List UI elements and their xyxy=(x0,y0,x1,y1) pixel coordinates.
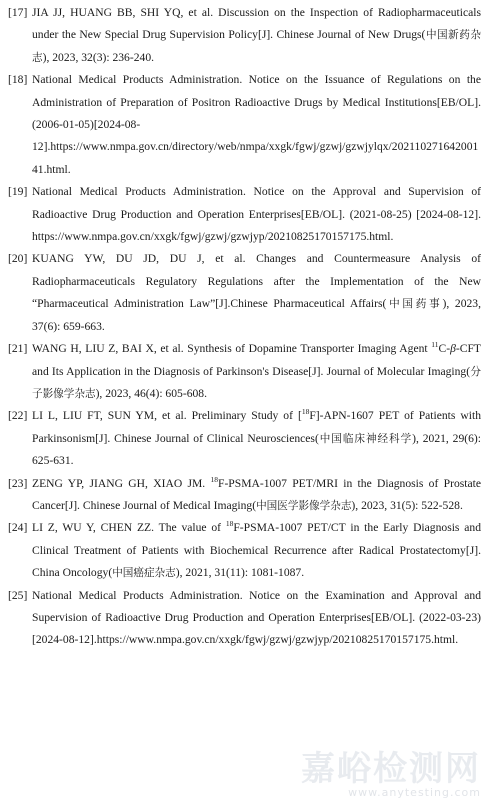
reference-entry xyxy=(8,338,481,405)
journal-chinese-name: 中国医学影像学杂志 xyxy=(256,499,352,512)
isotope-superscript: 11 xyxy=(431,340,439,350)
reference-segment: LI L, LIU FT, SUN YM, et al. Preliminary Study of [ xyxy=(32,409,302,423)
reference-segment: C- xyxy=(438,342,451,356)
reference-text xyxy=(32,517,481,584)
journal-chinese-name: 中国药事 xyxy=(386,298,443,311)
reference-text xyxy=(32,473,481,518)
isotope-superscript: 18 xyxy=(225,519,234,529)
reference-segment: JIA JJ, HUANG BB, SHI YQ, et al. Discussion on the Inspection of Radiopharmaceuticals under the New Special Drug Supervision Policy[J]. Chinese Journal of New Drugs( xyxy=(32,6,481,42)
journal-chinese-name: 中国癌症杂志 xyxy=(112,567,176,580)
reference-text xyxy=(32,181,481,248)
reference-segment: National Medical Products Administration. Notice on the Approval and Supervision of Radioactive Drug Production and Operation Enterprises[EB/OL]. (2021-08-25) [2024-08-12]. https://www.nmpa.gov.cn/xxgk/fgwj/gzwj/gzwjyp/20210825170157175.html. xyxy=(32,185,481,244)
reference-number: [22] xyxy=(8,409,28,423)
reference-segment: ), 2023, 32(3): 236-240. xyxy=(42,50,155,64)
reference-number: [19] xyxy=(8,185,28,199)
reference-list xyxy=(8,2,481,652)
journal-chinese-name: 分子影像学杂志 xyxy=(32,365,481,400)
reference-segment: KUANG YW, DU JD, DU J, et al. Changes and Countermeasure Analysis of Radiopharmaceuticals Regulatory Regulations after the Implementation of the New “Pharmaceutical Administration Law”[J].Chinese Pharmaceutical Affairs( xyxy=(32,252,481,311)
reference-number: [18] xyxy=(8,73,28,87)
reference-segment: -CFT and Its Application in the Diagnosis of Parkinson's Disease[J]. Journal of Molecular Imaging( xyxy=(32,342,481,378)
reference-entry xyxy=(8,2,481,69)
reference-text xyxy=(32,338,481,405)
reference-segment: WANG H, LIU Z, BAI X, et al. Synthesis of Dopamine Transporter Imaging Agent xyxy=(32,342,432,356)
reference-segment: ), 2023, 46(4): 605-608. xyxy=(95,386,207,400)
reference-number: [20] xyxy=(8,252,28,266)
watermark-text: 嘉峪检测网 xyxy=(301,749,481,789)
reference-segment: ), 2021, 29(6): 625-631. xyxy=(32,431,482,468)
watermark-url: www.anytesting.com xyxy=(348,786,481,799)
reference-text xyxy=(32,405,481,472)
reference-entry xyxy=(8,69,481,181)
reference-segment: F-PSMA-1007 PET/CT in the Early Diagnosis and Clinical Treatment of Patients with Biochemical Recurrence after Radical Prostatectomy[J]. China Oncology( xyxy=(32,521,481,580)
reference-segment: LI Z, WU Y, CHEN ZZ. The value of xyxy=(32,521,226,535)
reference-entry xyxy=(8,181,481,248)
reference-segment: ), 2023, 37(6): 659-663. xyxy=(32,297,482,333)
reference-text xyxy=(32,69,481,181)
reference-text xyxy=(32,2,481,69)
reference-segment: ), 2023, 31(5): 522-528. xyxy=(351,498,463,512)
isotope-superscript: 18 xyxy=(301,407,310,417)
reference-segment: ZENG YP, JIANG GH, XIAO JM. xyxy=(32,476,211,490)
reference-number: [23] xyxy=(8,476,28,490)
reference-number: [17] xyxy=(8,6,28,19)
reference-segment: National Medical Products Administration. Notice on the Examination and Approval and Supervision of Radioactive Drug Production and Operation Enterprises[EB/OL]. (2022-03-23)[2024-08-12].https://www.nmpa.gov.cn/xxgk/fgwj/gzwj/gzwjyp/20210825170157175.html. xyxy=(32,588,481,647)
journal-chinese-name: 中国临床神经科学 xyxy=(318,432,413,445)
reference-number: [21] xyxy=(8,342,28,356)
reference-segment: F]-APN-1607 PET of Patients with Parkinsonism[J]. Chinese Journal of Clinical Neurosciences( xyxy=(32,409,482,445)
greek-symbol: β xyxy=(450,342,456,356)
isotope-superscript: 18 xyxy=(210,474,218,484)
reference-text xyxy=(32,585,481,652)
reference-entry xyxy=(8,473,481,518)
reference-entry xyxy=(8,585,481,652)
journal-chinese-name: 中国新药杂志 xyxy=(32,29,482,64)
reference-entry xyxy=(8,248,481,338)
reference-entry xyxy=(8,405,481,472)
reference-number: [24] xyxy=(8,521,28,535)
watermark-logo xyxy=(301,751,481,799)
reference-segment: F-PSMA-1007 PET/MRI in the Diagnosis of Prostate Cancer[J]. Chinese Journal of Medical Imaging( xyxy=(32,476,481,512)
reference-segment: ), 2021, 31(11): 1081-1087. xyxy=(175,566,305,580)
reference-text xyxy=(32,248,481,338)
reference-entry xyxy=(8,517,481,584)
reference-number: [25] xyxy=(8,588,28,602)
reference-segment: National Medical Products Administration. Notice on the Issuance of Regulations on the Administration of Preparation of Positron Radioactive Drugs by Medical Institutions[EB/OL]. (2006-01-05)[2024-08-12].https://www.nmpa.gov.cn/directory/web/nmpa/xxgk/fgwj/gzwj/gzwjylqx/20211027164200141.html. xyxy=(32,73,481,176)
